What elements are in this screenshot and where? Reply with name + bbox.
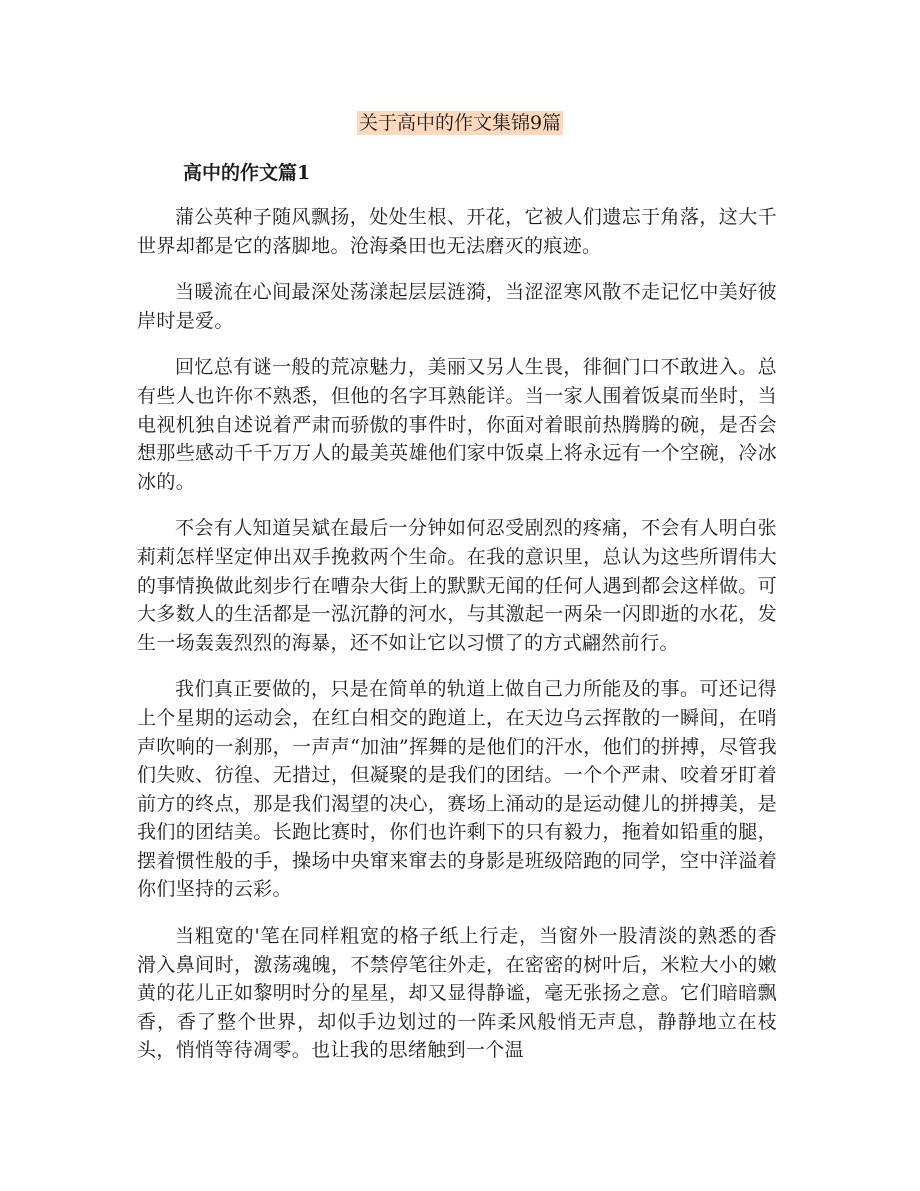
paragraph-4: 不会有人知道吴斌在最后一分钟如何忍受剧烈的疼痛，不会有人明白张莉莉怎样坚定伸出双手挽救两个生命。在我的意识里，总认为这些所谓伟大的事情换做此刻步行在嘈杂大街上的默默无闻的任何人遇到都会这样做。可大多数人的生活都是一泓沉静的河水，与其激起一两朵一闪即逝的水花，发生一场轰轰烈烈的海暴，还不如让它以习惯了的方式翩然前行。 — [137, 517, 777, 654]
section-heading: 高中的作文篇1 — [183, 162, 311, 184]
paragraph-2: 当暖流在心间最深处荡漾起层层涟漪，当涩涩寒风散不走记忆中美好彼岸时是爱。 — [137, 281, 777, 332]
paragraph-5: 我们真正要做的，只是在简单的轨道上做自己力所能及的事。可还记得上个星期的运动会，在红白相交的跑道上，在天边乌云挥散的一瞬间，在哨声吹响的一刹那，一声声“加油”挥舞的是他们的汗水，他们的拼搏，尽管我们失败、彷徨、无措过，但凝聚的是我们的团结。一个个严肃、咬着牙盯着前方的终点，那是我们渴望的决心，赛场上涌动的是运动健儿的拼搏美，是我们的团结美。长跑比赛时，你们也许剩下的只有毅力，拖着如铅重的腿，摆着惯性般的手，操场中央窜来窜去的身影是班级陪跑的同学，空中洋溢着你们坚持的云彩。 — [137, 678, 777, 901]
document-body — [137, 203, 777, 1083]
document-title-text: 关于高中的作文集锦9篇 — [358, 112, 562, 134]
document-title — [0, 110, 920, 136]
paragraph-1: 蒲公英种子随风飘扬，处处生根、开花，它被人们遗忘于角落，这大千世界却都是它的落脚地。沧海桑田也无法磨灭的痕迹。 — [137, 206, 777, 257]
paragraph-6: 当粗宽的'笔在同样粗宽的格子纸上行走，当窗外一股清淡的熟悉的香滑入鼻间时，激荡魂魄，不禁停笔往外走，在密密的树叶后，米粒大小的嫩黄的花儿正如黎明时分的星星，却又显得静谧，毫无张扬之意。它们暗暗飘香，香了整个世界，却似手边划过的一阵柔风般悄无声息，静静地立在枝头，悄悄等待凋零。也让我的思绪触到一个温 — [137, 925, 777, 1062]
paragraph-3: 回忆总有谜一般的荒凉魅力，美丽又另人生畏，徘徊门口不敢进入。总有些人也许你不熟悉，但他的名字耳熟能详。当一家人围着饭桌而坐时，当电视机独自述说着严肃而骄傲的事件时，你面对着眼前热腾腾的碗，是否会想那些感动千千万万人的最美英雄他们家中饭桌上将永远有一个空碗，冷冰冰的。 — [137, 356, 777, 493]
